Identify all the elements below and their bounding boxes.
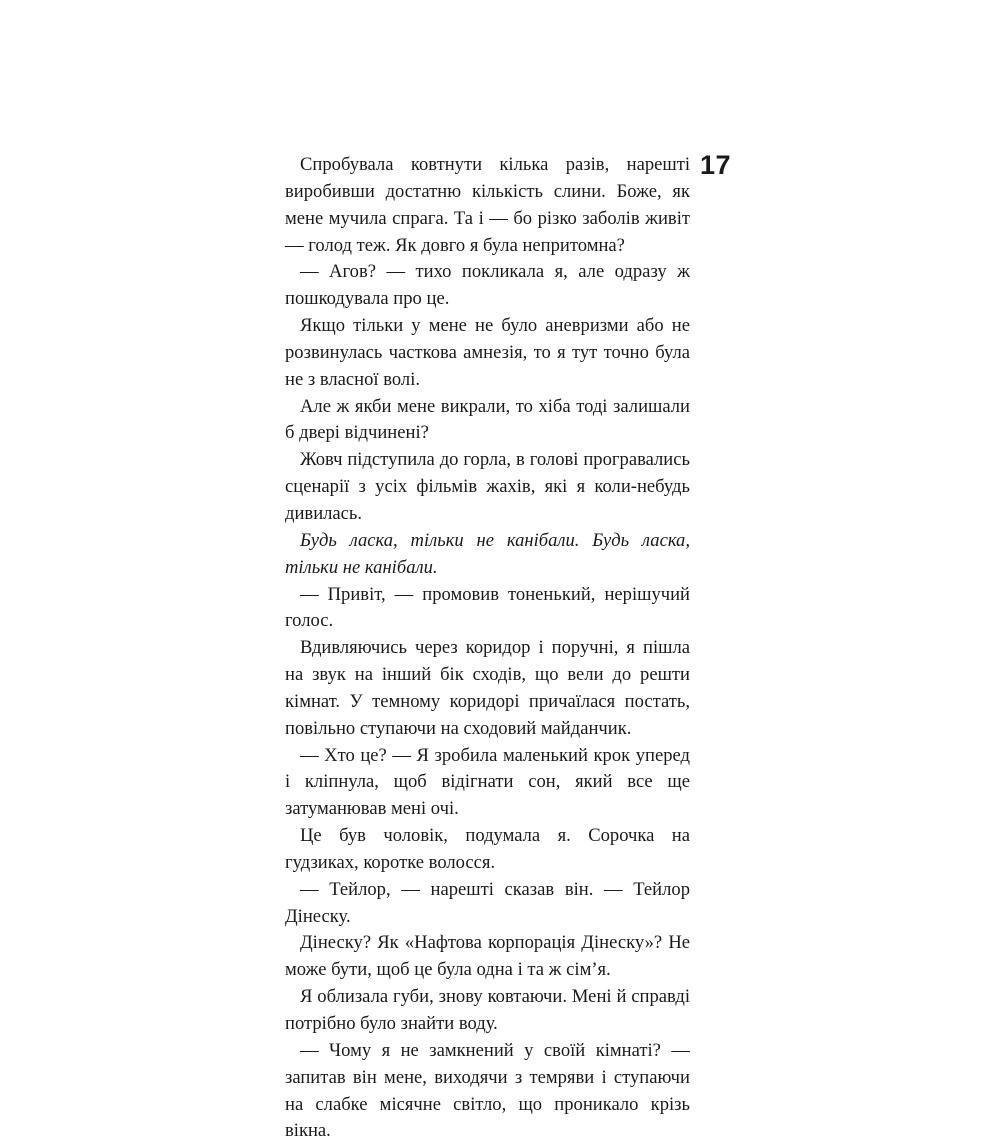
paragraph: Жовч підступила до горла, в голові програвались сценарії з усіх фільмів жахів, які я коли-небудь дивилась. [285,449,690,524]
paragraph: Спробувала ковтнути кілька разів, нарешті виробивши достатню кількість слини. Боже, як мене мучила спрага. Та і — бо різко заболів живіт — голод теж. Як довго я була непритомна? [285,154,690,256]
paragraph: — Агов? — тихо покликала я, але одразу ж пошкодувала про це. [285,261,690,310]
paragraph: Я облизала губи, знову ковтаючи. Мені й справді потрібно було знайти воду. [285,986,690,1034]
paragraph: Вдивляючись через коридор і поручні, я пішла на звук на інший бік сходів, що вели до решти кімнат. У темному коридорі причаїлася постать, повільно ступаючи на сходовий майданчик. [285,637,690,739]
paragraph: — Привіт, — промовив тоненький, нерішучий голос. [285,583,690,632]
paragraph: — Хто це? — Я зробила маленький крок уперед і кліпнула, щоб відігнати сон, який все ще затуманював мені очі. [285,744,690,820]
page-number: 17 [700,150,732,180]
paragraph: — Чому я не замкнений у своїй кімнаті? — запитав він мене, виходячи з темряви і ступаючи на слабке місячне світло, що проникало крізь вікна. [285,1039,690,1142]
paragraph: Дінеску? Як «Нафтова корпорація Дінеску»? Не може бути, щоб це була одна і та ж сім’я. [285,932,690,981]
paragraph: — Тейлор, — нарешті сказав він. — Тейлор Дінеску. [285,878,690,927]
text-body [285,152,690,1145]
paragraph: Але ж якби мене викрали, то хіба тоді залишали б двері відчинені? [285,395,690,444]
paragraph-italic: Будь ласка, тільки не канібали. Будь ласка, тільки не канібали. [285,529,690,578]
paragraph: Це був чоловік, подумала я. Сорочка на гудзиках, коротке волосся. [285,825,690,873]
paragraph: Якщо тільки у мене не було аневризми або не розвинулась часткова амнезія, то я тут точно була не з власної волі. [285,315,690,390]
